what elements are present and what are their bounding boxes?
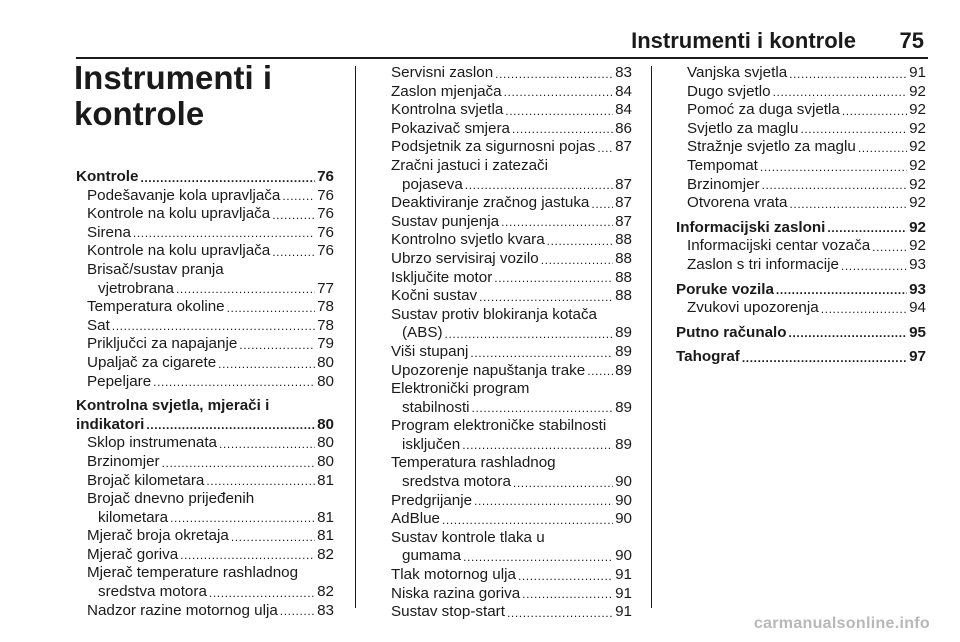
toc-entry-line: Sustav kontrole tlaka u (391, 528, 545, 546)
toc-entry-page: 88 (615, 287, 632, 305)
toc-entry[interactable] (676, 83, 926, 102)
toc-entry-label: Kontrole na kolu upravljača (87, 205, 271, 223)
toc-entry[interactable] (76, 434, 334, 453)
toc-entry[interactable] (380, 585, 632, 604)
toc-entry[interactable] (380, 510, 632, 529)
watermark: carmanualsonline.info (753, 615, 930, 632)
toc-entry-label: Mjerač goriva (87, 545, 179, 563)
toc-entry-line: Kontrolna svjetla, mjerači i (76, 397, 270, 415)
toc-entry[interactable] (380, 343, 632, 362)
toc-entry[interactable] (676, 324, 926, 343)
toc-entry-page: 91 (909, 64, 926, 81)
dot-leader (445, 325, 614, 343)
dot-leader (762, 176, 908, 194)
toc-entry-page: 80 (317, 415, 334, 433)
toc-entry-page: 78 (317, 316, 334, 334)
dot-leader (789, 195, 907, 213)
toc-entry-label: Sustav punjenja (391, 212, 500, 230)
column-divider (355, 66, 356, 608)
toc-entry[interactable] (380, 138, 632, 157)
chapter-title (74, 60, 344, 132)
dot-leader (282, 187, 315, 205)
toc-entry-page: 87 (615, 212, 632, 230)
toc-entry[interactable] (380, 194, 632, 213)
toc-entry[interactable] (76, 242, 334, 261)
toc-entry[interactable] (380, 492, 632, 511)
toc-entry-label: Pepeljare (87, 372, 152, 390)
dot-leader (872, 238, 907, 256)
dot-leader (495, 65, 613, 83)
dot-leader (800, 120, 907, 138)
toc-entry-line: Brisač/sustav pranja (87, 260, 224, 278)
toc-entry-label: Upozorenje napuštanja trake (391, 361, 586, 379)
dot-leader (462, 436, 613, 454)
toc-entry-label: Niska razina goriva (391, 584, 521, 602)
toc-entry-page: 80 (317, 353, 334, 371)
toc-entry-label: Deaktiviranje zračnog jastuka (391, 194, 590, 212)
toc-entry-label: pojaseva (402, 175, 463, 193)
chapter-title-line: Instrumenti i (74, 59, 273, 96)
toc-entry-label: Isključite motor (391, 268, 493, 286)
dot-leader (504, 83, 614, 101)
toc-entry-line: Mjerač temperature rashladnog (87, 564, 299, 582)
header-title: Instrumenti i kontrole (631, 28, 856, 53)
toc-column-1 (76, 168, 334, 620)
dot-leader (494, 269, 613, 287)
toc-entry[interactable] (76, 527, 334, 546)
toc-entry-page: 89 (615, 324, 632, 342)
toc-entry-page: 89 (615, 361, 632, 379)
toc-entry-page: 84 (615, 82, 632, 100)
toc-entry-label: Informacijski zasloni (676, 218, 826, 236)
toc-entry-page: 91 (615, 566, 632, 584)
dot-leader (773, 83, 908, 101)
dot-leader (470, 344, 613, 362)
toc-entry[interactable] (380, 250, 632, 269)
dot-leader (474, 492, 613, 510)
toc-entry[interactable] (676, 120, 926, 139)
toc-entry-label: Vanjska svjetla (687, 64, 788, 81)
toc-entry-label: Dugo svjetlo (687, 82, 771, 100)
toc-entry[interactable] (380, 101, 632, 120)
toc-entry[interactable] (380, 64, 632, 83)
dot-leader (112, 317, 315, 335)
toc-entry-label: (ABS) (402, 324, 443, 342)
toc-entry-page: 92 (909, 194, 926, 212)
toc-entry-label: Informacijski centar vozača (687, 237, 871, 255)
toc-entry-label: sredstva motora (98, 583, 207, 601)
toc-entry-label: Otvorena vrata (687, 194, 788, 212)
toc-entry-label: Kontrole na kolu upravljača (87, 242, 271, 260)
toc-entry-page: 89 (615, 435, 632, 453)
toc-entry-label: Putno računalo (676, 323, 787, 341)
dot-leader (146, 416, 315, 434)
dot-leader (170, 509, 315, 527)
toc-entry[interactable] (76, 224, 334, 243)
toc-entry[interactable] (76, 317, 334, 336)
toc-entry-label: Viši stupanj (391, 342, 469, 360)
toc-entry-page: 95 (909, 323, 926, 341)
toc-entry-label: Servisni zaslon (391, 64, 494, 81)
toc-entry-page: 92 (909, 82, 926, 100)
toc-entry-label: Sirena (87, 223, 131, 241)
toc-entry-page: 76 (317, 168, 334, 185)
toc-entry[interactable] (676, 281, 926, 300)
toc-entry[interactable] (380, 324, 632, 343)
toc-entry-page: 92 (909, 218, 926, 236)
toc-entry-label: Kontrolna svjetla (391, 101, 504, 119)
column-divider (651, 66, 652, 608)
toc-entry-label: Sat (87, 316, 110, 334)
dot-leader (176, 280, 315, 298)
toc-entry-label: Mjerač broja okretaja (87, 527, 229, 545)
toc-entry[interactable] (380, 362, 632, 381)
toc-entry[interactable] (76, 168, 334, 187)
toc-entry-page: 76 (317, 223, 334, 241)
dot-leader (180, 546, 315, 564)
dot-leader (472, 399, 614, 417)
toc-entry-page: 76 (317, 186, 334, 204)
toc-entry-label: gumama (402, 547, 462, 565)
toc-entry-page: 87 (615, 194, 632, 212)
toc-entry-page: 89 (615, 398, 632, 416)
dot-leader (522, 585, 613, 603)
dot-leader (153, 373, 315, 391)
toc-entry-label: sredstva motora (402, 473, 511, 491)
toc-entry[interactable] (380, 231, 632, 250)
toc-entry-label: Ubrzo servisiraj vozilo (391, 249, 539, 267)
toc-entry-label: Podsjetnik za sigurnosni pojas (391, 138, 596, 156)
toc-entry-page: 80 (317, 434, 334, 452)
toc-entry[interactable] (676, 256, 926, 275)
running-header (76, 28, 928, 58)
dot-leader (479, 288, 613, 306)
toc-entry-label: Brzinomjer (87, 452, 160, 470)
toc-entry-page: 92 (909, 156, 926, 174)
toc-entry[interactable] (676, 64, 926, 83)
toc-entry[interactable] (380, 603, 632, 622)
toc-entry[interactable] (676, 157, 926, 176)
dot-leader (591, 195, 613, 213)
toc-entry[interactable] (76, 472, 334, 491)
toc-entry-page: 88 (615, 268, 632, 286)
toc-entry-label: isključen (402, 435, 461, 453)
toc-entry-page: 92 (909, 237, 926, 255)
toc-entry-label: Zvukovi upozorenja (687, 299, 819, 317)
dot-leader (842, 102, 907, 120)
dot-leader (206, 472, 315, 490)
toc-entry[interactable] (76, 453, 334, 472)
toc-entry-label: Pomoć za duga svjetla (687, 101, 840, 119)
toc-entry-page: 92 (909, 138, 926, 156)
toc-entry[interactable] (76, 583, 334, 602)
toc-entry-label: Podešavanje kola upravljača (87, 186, 281, 204)
toc-entry-label: Pokazivač smjera (391, 119, 511, 137)
dot-leader (272, 243, 315, 261)
toc-entry-page: 81 (317, 527, 334, 545)
toc-entry-label: Tahograf (676, 348, 740, 366)
dot-leader (209, 584, 315, 602)
toc-entry-page: 93 (909, 255, 926, 273)
toc-entry[interactable] (676, 348, 926, 367)
toc-entry-page: 79 (317, 335, 334, 353)
toc-entry[interactable] (76, 509, 334, 528)
toc-entry[interactable] (76, 546, 334, 565)
toc-entry[interactable] (76, 298, 334, 317)
dot-leader (505, 102, 613, 120)
toc-entry-label: Sklop instrumenata (87, 434, 218, 452)
toc-entry-page: 87 (615, 175, 632, 193)
dot-leader (821, 300, 907, 318)
toc-entry[interactable] (380, 473, 632, 492)
toc-entry-page: 81 (317, 508, 334, 526)
toc-entry-line: Sustav protiv blokiranja kotača (391, 305, 597, 323)
toc-entry-page: 89 (615, 342, 632, 360)
toc-entry-page: 92 (909, 101, 926, 119)
toc-entry-label: vjetrobrana (98, 279, 174, 297)
toc-entry-line: Temperatura rashladnog (391, 454, 556, 472)
toc-entry[interactable] (676, 101, 926, 120)
toc-entry-page: 92 (909, 119, 926, 137)
toc-entry-label: Zaslon mjenjača (391, 82, 502, 100)
toc-entry[interactable] (676, 194, 926, 213)
toc-entry-line: Program elektroničke stabilnosti (391, 417, 607, 435)
toc-entry[interactable] (380, 287, 632, 306)
toc-entry[interactable] (676, 237, 926, 256)
toc-entry-page: 90 (615, 491, 632, 509)
toc-entry[interactable] (380, 213, 632, 232)
toc-entry-page: 97 (909, 348, 926, 366)
toc-entry-label: Nadzor razine motornog ulja (87, 601, 278, 619)
dot-leader (518, 567, 613, 585)
toc-entry-label: Zaslon s tri informacije (687, 255, 839, 273)
toc-entry-label: Tlak motornog ulja (391, 566, 516, 584)
toc-entry[interactable] (676, 299, 926, 318)
toc-entry-label: Svjetlo za maglu (687, 119, 799, 137)
toc-entry-label: indikatori (76, 415, 145, 433)
toc-entry-label: Tempomat (687, 156, 758, 174)
toc-entry[interactable] (380, 269, 632, 288)
toc-entry-page: 84 (615, 101, 632, 119)
toc-entry-page: 83 (317, 601, 334, 619)
toc-entry-line: Elektronički program (391, 380, 530, 398)
toc-entry-page: 76 (317, 205, 334, 223)
toc-entry-label: kilometara (98, 508, 169, 526)
dot-leader (231, 528, 315, 546)
dot-leader (227, 299, 315, 317)
toc-entry-page: 86 (615, 119, 632, 137)
toc-entry-page: 88 (615, 231, 632, 249)
toc-entry-page: 91 (615, 603, 632, 621)
toc-entry[interactable] (76, 354, 334, 373)
toc-entry-page: 90 (615, 473, 632, 491)
dot-leader (507, 604, 613, 622)
toc-entry-page: 94 (909, 299, 926, 317)
toc-entry-page: 91 (615, 584, 632, 602)
toc-entry-label: Kontrole (76, 168, 139, 185)
toc-entry-page: 82 (317, 545, 334, 563)
toc-entry-page: 80 (317, 452, 334, 470)
toc-entry[interactable] (676, 176, 926, 195)
toc-entry[interactable] (676, 219, 926, 238)
toc-entry[interactable] (76, 205, 334, 224)
toc-entry-line: Brojač dnevno prijeđenih (87, 490, 255, 508)
toc-entry-page: 76 (317, 242, 334, 260)
toc-entry-label: Sustav stop-start (391, 603, 505, 621)
dot-leader (219, 435, 315, 453)
dot-leader (140, 169, 315, 187)
dot-leader (760, 158, 907, 176)
toc-entry-page: 80 (317, 372, 334, 390)
chapter-title-line: kontrole (74, 95, 205, 132)
dot-leader (280, 602, 315, 620)
dot-leader (501, 213, 613, 231)
toc-entry-label: Kočni sustav (391, 287, 478, 305)
toc-entry[interactable] (76, 416, 334, 435)
dot-leader (272, 206, 315, 224)
toc-entry-page: 78 (317, 298, 334, 316)
page-number: 75 (899, 28, 924, 53)
toc-entry[interactable] (676, 138, 926, 157)
toc-entry-page: 82 (317, 583, 334, 601)
toc-entry-page: 77 (317, 279, 334, 297)
toc-entry-label: Poruke vozila (676, 280, 774, 298)
toc-entry-label: Kontrolno svjetlo kvara (391, 231, 545, 249)
toc-entry[interactable] (380, 83, 632, 102)
dot-leader (218, 355, 315, 373)
toc-entry-label: Upaljač za cigarete (87, 353, 217, 371)
dot-leader (463, 548, 613, 566)
dot-leader (841, 257, 907, 275)
dot-leader (776, 281, 907, 299)
toc-entry-page: 93 (909, 280, 926, 298)
toc-entry[interactable] (76, 335, 334, 354)
dot-leader (547, 232, 613, 250)
dot-leader (541, 251, 613, 269)
dot-leader (597, 139, 613, 157)
toc-entry-label: Brojač kilometara (87, 471, 205, 489)
dot-leader (162, 454, 316, 472)
toc-entry-page: 87 (615, 138, 632, 156)
toc-entry-label: Priključci za napajanje (87, 335, 238, 353)
toc-entry[interactable] (76, 373, 334, 392)
dot-leader (239, 336, 315, 354)
toc-column-3 (676, 64, 926, 367)
toc-entry[interactable] (380, 399, 632, 418)
toc-entry[interactable] (380, 120, 632, 139)
toc-entry[interactable] (380, 566, 632, 585)
toc-entry[interactable] (76, 602, 334, 621)
toc-entry-label: Brzinomjer (687, 175, 760, 193)
toc-entry-line: Zračni jastuci i zatezači (391, 156, 548, 174)
toc-entry-label: stabilnosti (402, 398, 470, 416)
dot-leader (442, 511, 613, 529)
dot-leader (133, 224, 315, 242)
dot-leader (512, 120, 613, 138)
toc-entry-label: Stražnje svjetlo za maglu (687, 138, 856, 156)
toc-entry-page: 83 (615, 64, 632, 81)
toc-entry[interactable] (76, 280, 334, 299)
toc-entry-label: AdBlue (391, 510, 440, 528)
toc-entry[interactable] (380, 176, 632, 195)
toc-entry-label: Predgrijanje (391, 491, 473, 509)
dot-leader (513, 474, 613, 492)
toc-column-2 (380, 64, 632, 622)
dot-leader (465, 176, 613, 194)
toc-entry-page: 88 (615, 249, 632, 267)
toc-entry-page: 81 (317, 471, 334, 489)
toc-entry[interactable] (76, 187, 334, 206)
dot-leader (789, 65, 907, 83)
toc-entry[interactable] (380, 547, 632, 566)
dot-leader (858, 139, 907, 157)
toc-entry-page: 92 (909, 175, 926, 193)
toc-entry[interactable] (380, 436, 632, 455)
toc-entry-page: 90 (615, 510, 632, 528)
dot-leader (742, 349, 907, 367)
dot-leader (827, 219, 907, 237)
dot-leader (587, 362, 613, 380)
toc-entry-page: 90 (615, 547, 632, 565)
toc-entry-label: Temperatura okoline (87, 298, 225, 316)
dot-leader (789, 324, 908, 342)
